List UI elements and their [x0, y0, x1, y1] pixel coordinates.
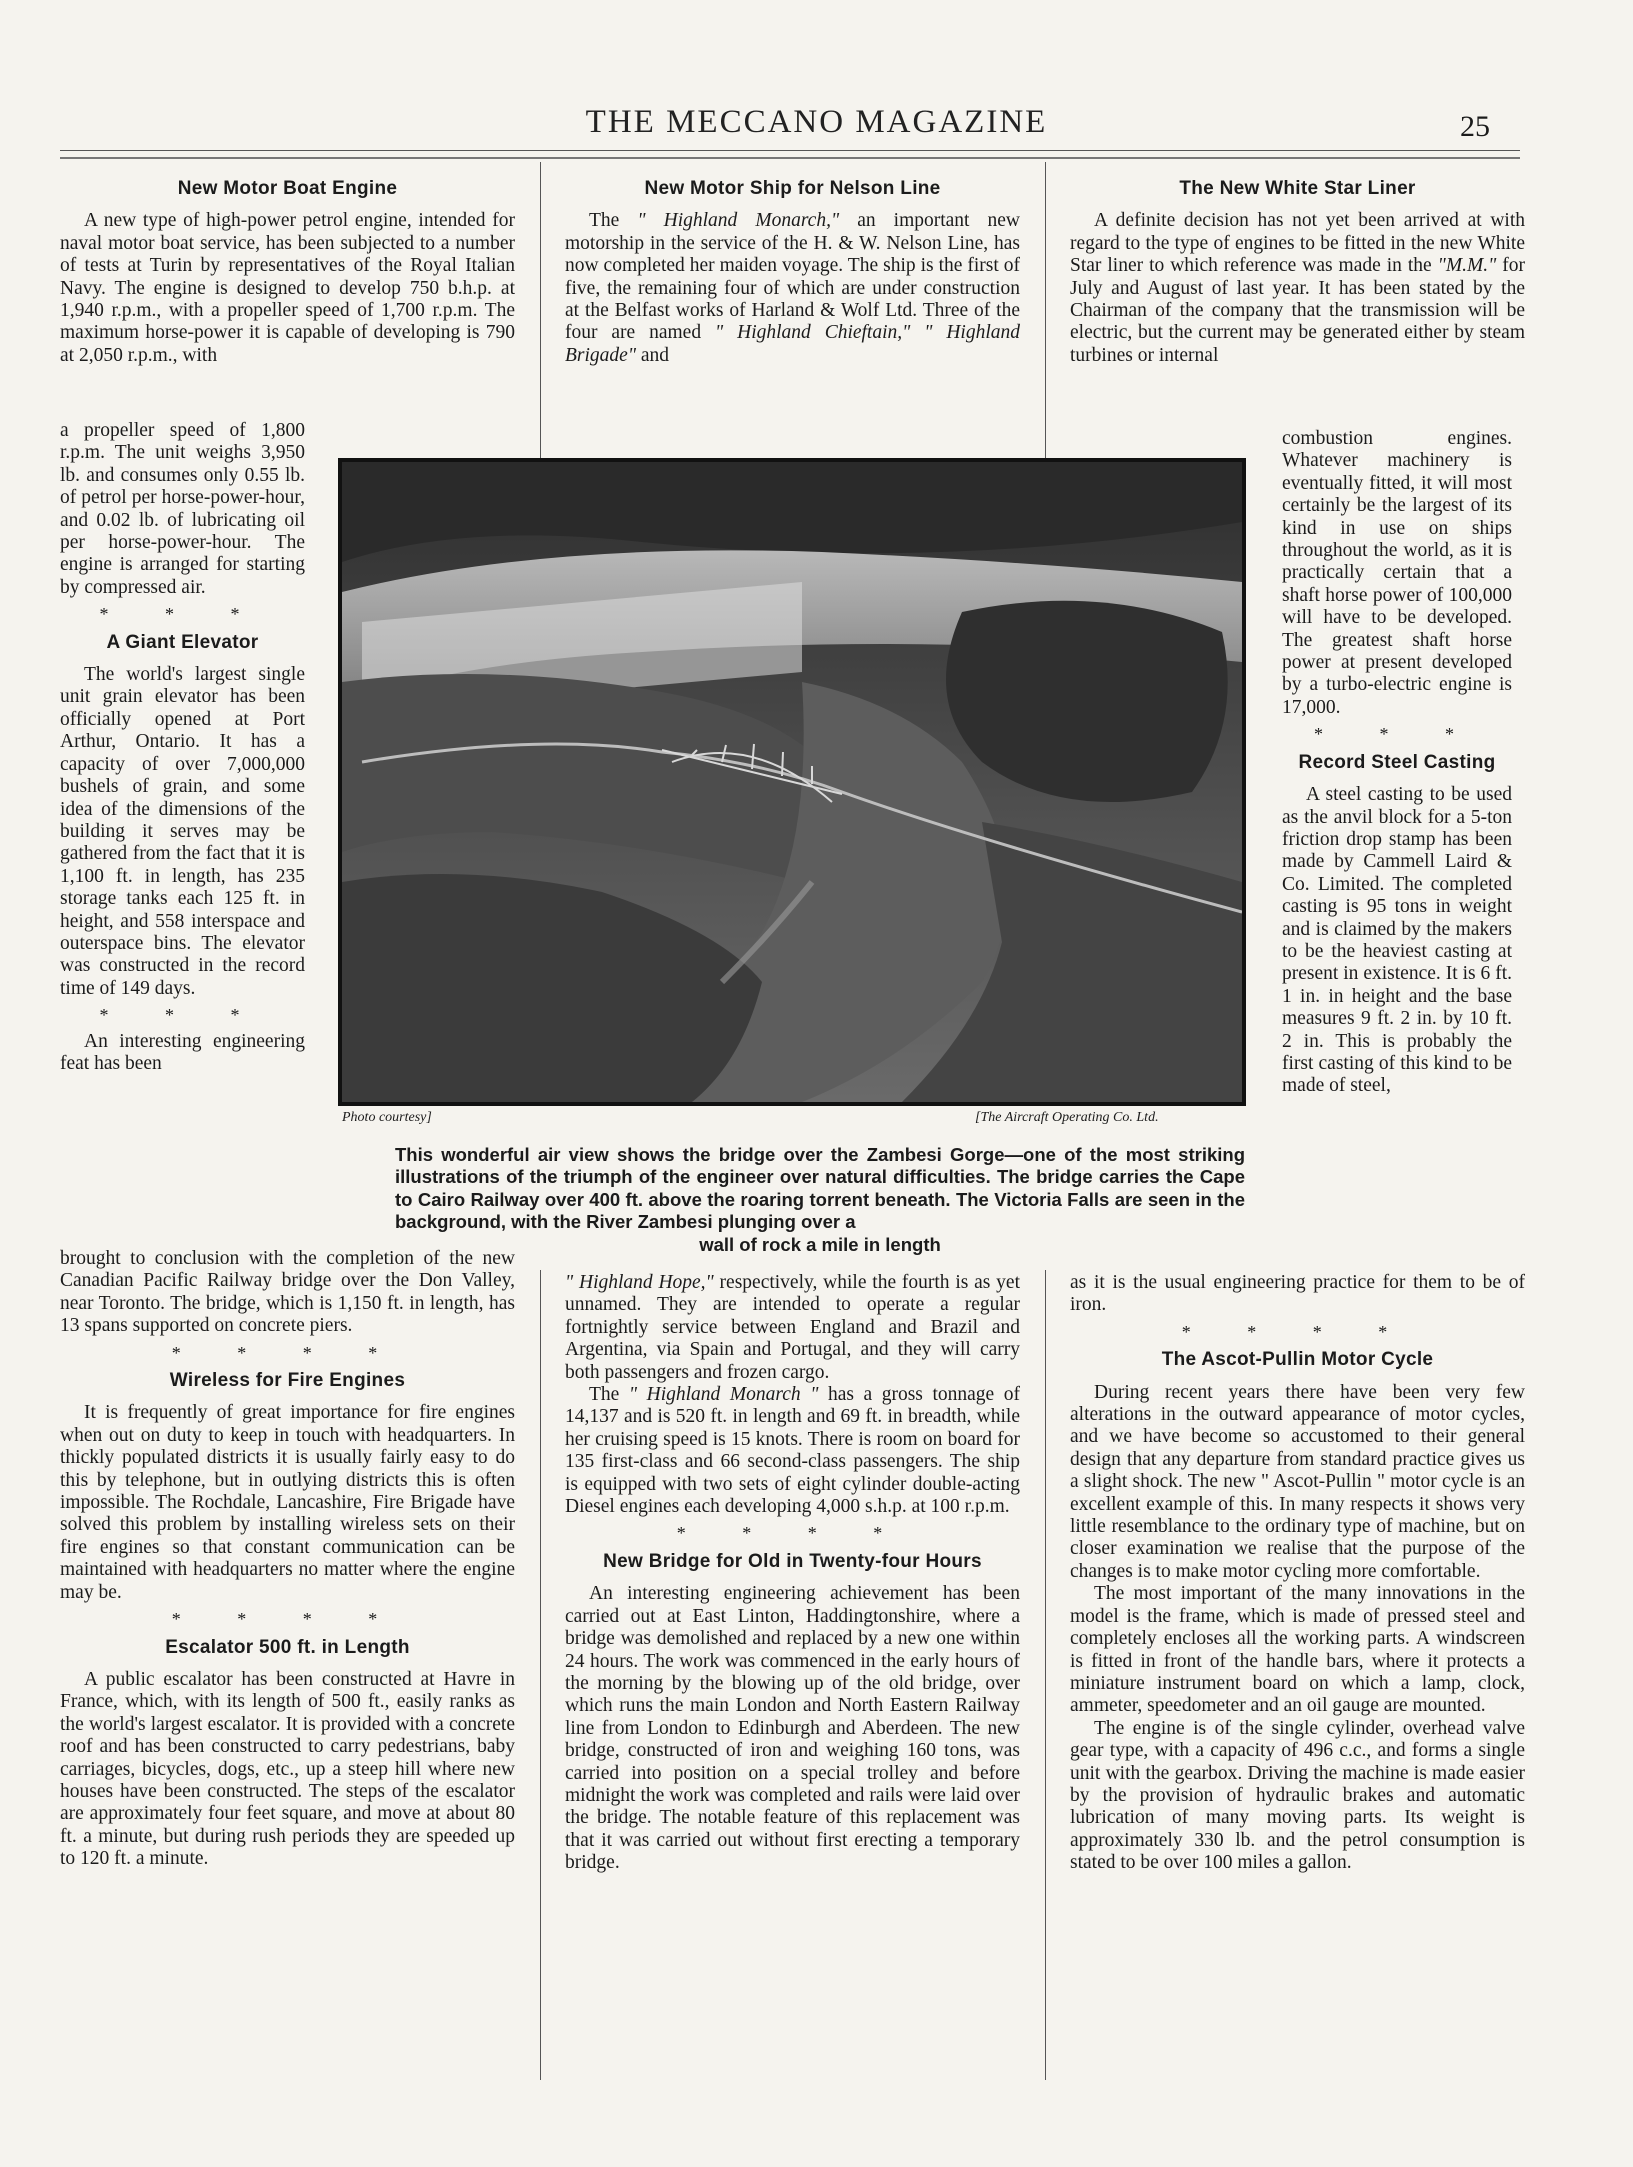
ship-names: " Highland Chieftain," " Highland Brigade" [565, 322, 1021, 366]
article-paragraph: a propeller speed of 1,800 r.p.m. The unit weighs 3,950 lb. and consumes only 0.55 lb. of petrol per horse-power-hour, and 0.02 lb. of lubricating oil per horse-power-hour. The engine is arranged for starting by compressed air. [60, 420, 305, 598]
section-separator: * * * * [171, 1342, 404, 1363]
column-divider [1045, 1270, 1046, 2080]
article-paragraph: An interesting engineering achievement has been carried out at East Linton, Haddingtonshire, where a bridge was demolished and replaced by a new one within 24 hours. The work was commenced in the early hours of the morning by the blowing up of the old bridge, over which runs the main London and North Eastern Railway line from London to Edinburgh and Aberdeen. The new bridge, constructed of iron and weighing 160 tons, was carried into position on a special trolley and before midnight the work was completed and rails were laid over the bridge. The notable feature of this replacement was that it was carried out without first erecting a temporary bridge. [565, 1583, 1020, 1874]
article-paragraph [565, 1272, 1020, 1384]
text-run: The [589, 210, 620, 232]
text-run: an important new motorship in the service of the H. & W. Nelson Line, has now completed her maiden voyage. The ship is the first of five, the remaining four of which are under construction at the Belfast works of Harland & Wolf Ltd. Three of the four are named [565, 210, 1021, 344]
article-paragraph: It is frequently of great importance for fire engines when out on duty to keep in touch with headquarters. In thickly populated districts it is usually fairly easy to do this by telephone, but in outlying districts this is often impossible. The Rochdale, Lancashire, Fire Brigade have solved this problem by installing wireless sets on their fire engines so that constant communication can be maintained with headquarters no matter where the engine may be. [60, 1402, 515, 1603]
section-separator: * * * * [171, 1609, 404, 1630]
article-paragraph: The world's largest single unit grain elevator has been officially opened at Port Arthur, Ontario. It has a capacity of over 7,000,000 bushels of grain, and some idea of the dimensions of the building it serves may be gathered from the fact that it is 1,100 ft. in length, has 235 storage tanks each 125 ft. in height, and 558 interspace and outerspace bins. The elevator was constructed in the record time of 149 days. [60, 664, 305, 999]
masthead: THE MECCANO MAGAZINE [585, 104, 1048, 140]
article-title: Escalator 500 ft. in Length [165, 1636, 410, 1658]
article-title: The New White Star Liner [1179, 178, 1416, 199]
article-paragraph: brought to conclusion with the completion of the new Canadian Pacific Railway bridge over the Don Valley, near Toronto. The bridge, which is 1,150 ft. in length, has 13 spans supported on concrete piers. [60, 1248, 515, 1337]
article-motor-boat-cont [60, 420, 305, 1075]
article-paragraph [565, 210, 1020, 367]
article-paragraph: The engine is of the single cylinder, overhead valve gear type, with a capacity of 496 c.c., and forms a single unit with the gearbox. Driving the machine is made easier by the provision of hydraulic brakes and automatic lubrication of many moving parts. Its weight is approximately 330 lb. and the petrol consumption is stated to be over 100 miles a gallon. [1070, 1717, 1525, 1874]
article-paragraph: A new type of high-power petrol engine, intended for naval motor boat service, has been subjected to a number of tests at Turin by representatives of the Royal Italian Navy. The engine is designed to develop 750 b.h.p. at 1,940 r.p.m., with a propeller speed of 1,700 r.p.m. The maximum horse-power it is capable of developing is 790 at 2,050 r.p.m., with [60, 210, 515, 366]
article-paragraph [565, 1384, 1020, 1518]
article-title: Wireless for Fire Engines [169, 1370, 406, 1392]
section-separator: * * * * [1181, 1321, 1414, 1342]
ship-name: " Highland Monarch " [628, 1384, 819, 1406]
article-nelson-line [565, 172, 1020, 367]
article-title: New Motor Boat Engine [177, 178, 398, 199]
magazine-abbrev: "M.M." [1437, 255, 1497, 277]
photo-credit-right: [The Aircraft Operating Co. Ltd. [975, 1110, 1159, 1125]
aerial-photo-illustration [342, 462, 1242, 1102]
article-motor-cycle [1070, 1272, 1525, 1875]
article-title: New Bridge for Old in Twenty-four Hours [603, 1550, 982, 1572]
article-paragraph: as it is the usual engineering practice for them to be of iron. [1070, 1272, 1525, 1316]
article-paragraph: A steel casting to be used as the anvil block for a 5-ton friction drop stamp has been made by Cammell Laird & Co. Limited. The completed casting is 95 tons in weight and is claimed by the makers to be the heaviest casting at present in existence. It is 6 ft. 1 in. in height and the base measures 9 ft. 2 in. by 10 ft. 2 in. This is probably the first casting of this kind to be made of steel, [1282, 784, 1512, 1097]
header-rule-double [60, 157, 1520, 159]
section-separator: * * * [99, 1005, 266, 1026]
ship-name: " Highland Hope," [565, 1272, 714, 1293]
article-nelson-line-cont [565, 1272, 1020, 1875]
article-title: Record Steel Casting [1298, 751, 1496, 773]
section-separator: * * * [1314, 724, 1480, 745]
article-title: New Motor Ship for Nelson Line [644, 178, 941, 199]
caption-last-line: wall of rock a mile in length [699, 1233, 941, 1255]
text-run: The [589, 1384, 620, 1406]
text-run: and [640, 344, 670, 366]
article-white-star [1070, 172, 1525, 367]
article-title: The Ascot-Pullin Motor Cycle [1161, 1349, 1434, 1371]
text-run: A definite decision has not yet been arrived at with regard to the type of engines to be fitted in the new White Star liner to which reference was made in the [1070, 210, 1525, 277]
photo-caption [395, 1144, 1245, 1256]
ship-name: " Highland Monarch," [637, 210, 840, 232]
column-divider [540, 1270, 541, 2080]
page-number: 25 [1460, 110, 1490, 143]
article-paragraph: An interesting engineering feat has been [60, 1030, 305, 1074]
zambesi-bridge-photo [338, 458, 1246, 1106]
article-paragraph: The most important of the many innovations in the model is the frame, which is made of pressed steel and completely encloses all the working parts. A windscreen is fitted in front of the handle bars, where it protects a miniature instrument board on which a lamp, clock, ammeter, speedometer and an oil gauge are mounted. [1070, 1583, 1525, 1717]
caption-text: This wonderful air view shows the bridge over the Zambesi Gorge—one of the most striking illustrations of the triumph of the engineer over natural difficulties. The bridge carries the Cape to Cairo Railway over 400 ft. above the roaring torrent beneath. The Victoria Falls are seen in the background, with the River Zambesi plunging over a [395, 1144, 1245, 1233]
text-run: respectively, while the fourth is as yet unnamed. They are intended to operate a regular fortnightly service between England and Brazil and Argentina, via Spain and Portugal, and they will carry both passengers and frozen cargo. [565, 1272, 1020, 1383]
text-run: has a gross tonnage of 14,137 and is 520 ft. in length and 69 ft. in breadth, while her cruising speed is 15 knots. There is room on board for 135 first-class and 66 second-class passengers. The ship is equipped with two sets of eight cylinder double-acting Diesel engines each developing 4,000 s.h.p. at 100 r.p.m. [565, 1384, 1020, 1518]
photo-credit-left: Photo courtesy] [342, 1110, 432, 1125]
article-don-valley [60, 1248, 515, 1871]
article-paragraph: During recent years there have been very few alterations in the outward appearance of motor cycles, and we have become so accustomed to their general design that any departure from standard practice gives us a slight shock. The new " Ascot-Pullin " motor cycle is an excellent example of this. In many respects it shows very little resemblance to the ordinary type of machine, but on closer examination we realise that the purpose of the changes is to make motor cycling more comfortable. [1070, 1381, 1525, 1582]
article-paragraph [1070, 210, 1525, 367]
text-run: for July and August of last year. It has been stated by the Chairman of the company that the transmission will be electric, but the current may be generated either by steam turbines or internal [1070, 255, 1526, 366]
article-motor-boat [60, 172, 515, 367]
article-title: A Giant Elevator [106, 631, 259, 653]
column-divider [540, 162, 541, 458]
article-paragraph: A public escalator has been constructed at Havre in France, which, with its length of 500 ft., easily ranks as the world's largest escalator. It is provided with a concrete roof and has been constructed to carry pedestrians, baby carriages, bicycles, dogs, etc., up a steep hill where new houses have been constructed. The steps of the escalator are approximately four feet square, and move at about 80 ft. a minute, but during rush periods they are speeded up to 120 ft. a minute. [60, 1668, 515, 1870]
section-separator: * * * [99, 604, 266, 625]
section-separator: * * * * [676, 1523, 909, 1544]
article-paragraph: combustion engines. Whatever machinery is eventually fitted, it will most certainly be the largest of its kind in use on ships throughout the world, as it is practically certain that a shaft horse power of 100,000 will have to be developed. The greatest shaft horse power at present developed by a turbo-electric engine is 17,000. [1282, 428, 1512, 718]
column-divider [1045, 162, 1046, 458]
header-rule [60, 150, 1520, 151]
article-white-star-cont [1282, 428, 1512, 1098]
